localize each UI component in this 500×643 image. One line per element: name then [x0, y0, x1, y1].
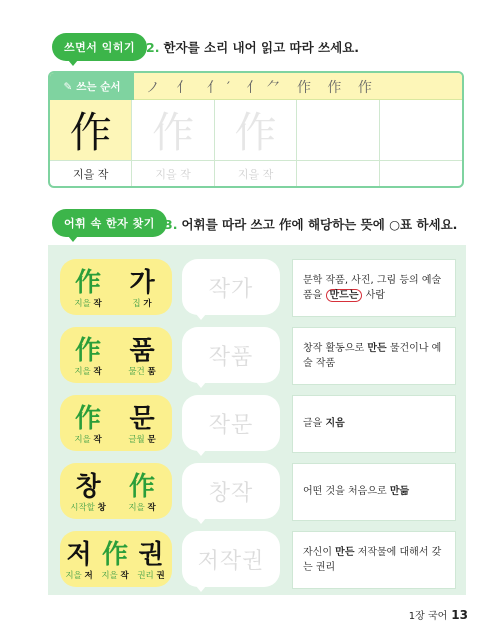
hanja-card	[60, 531, 172, 587]
meaning-keyword[interactable]: 만든	[335, 546, 355, 558]
trace-word-box[interactable]: 작품	[182, 327, 280, 383]
trace-word-box[interactable]: 창작	[182, 463, 280, 519]
hanja-right-reading: 물건 품	[128, 367, 156, 377]
hanja-right: 품	[129, 336, 155, 366]
hanja-first: 저	[66, 540, 92, 570]
hanja-middle: 作	[101, 540, 128, 570]
meaning-keyword[interactable]: 만듦	[389, 486, 410, 498]
model-char-cell: 作	[50, 100, 132, 160]
reading-labels	[50, 160, 462, 186]
stroke-order-tab	[50, 73, 134, 100]
hanja-right: 가	[129, 268, 155, 298]
hanja-left: 作	[74, 268, 101, 298]
hanja-card	[60, 463, 172, 519]
circled-answer[interactable]: 만드는	[326, 289, 363, 302]
vocab-row	[48, 389, 466, 453]
hanja-left-reading: 지을 작	[74, 435, 102, 445]
vocab-row	[48, 253, 466, 317]
blank-label-cell	[297, 161, 379, 186]
hanja-left-reading: 지을 작	[74, 299, 102, 309]
hanja-middle-reading: 지을 작	[101, 571, 129, 581]
instruction-2	[146, 38, 359, 56]
meaning-box: 자신이 만든 저작물에 대해서 갖는 권리	[292, 531, 456, 589]
hanja-card	[60, 259, 172, 315]
meaning-box: 글을 지음	[292, 395, 456, 453]
reading-label: 지을 작	[50, 161, 132, 186]
instruction-text: 한자를 소리 내어 읽고 따라 쓰세요.	[163, 40, 360, 55]
vocab-row	[48, 457, 466, 521]
instruction-text: 어휘를 따라 쓰고 作에 해당하는 뜻에 ○표 하세요.	[181, 217, 458, 232]
blank-label-cell	[380, 161, 462, 186]
section-pill-vocab: 어휘 속 한자 찾기	[52, 209, 167, 237]
page-number: 13	[451, 608, 468, 622]
trace-word-box[interactable]: 작문	[182, 395, 280, 451]
hanja-right-reading: 지을 작	[128, 503, 156, 513]
hanja-left: 作	[74, 336, 101, 366]
hanja-card	[60, 327, 172, 383]
page-footer	[409, 607, 468, 622]
stroke-order-label: 쓰는 순서	[76, 81, 121, 93]
trace-char-cell[interactable]: 作	[132, 100, 214, 160]
vocab-panel	[48, 245, 466, 595]
instruction-number: 2.	[146, 40, 160, 55]
hanja-last-reading: 권리 권	[137, 571, 165, 581]
chapter-label: 1장 국어	[408, 611, 448, 622]
writing-cells	[50, 100, 462, 160]
hanja-last: 권	[138, 540, 164, 570]
blank-writing-cell[interactable]	[297, 100, 379, 160]
hanja-right-reading: 글월 문	[128, 435, 156, 445]
meaning-keyword[interactable]: 만든	[367, 342, 387, 354]
instruction-3	[164, 215, 457, 233]
blank-writing-cell[interactable]	[380, 100, 462, 160]
hanja-left-reading: 지을 작	[74, 367, 102, 377]
trace-word-box[interactable]: 작가	[182, 259, 280, 315]
writing-grid	[48, 71, 464, 188]
vocab-row	[48, 525, 466, 589]
hanja-right: 문	[129, 404, 155, 434]
reading-trace-label: 지을 작	[215, 161, 297, 186]
stroke-order-sequence: ノ 亻 亻′ 亻⺈ 作 作 作	[146, 80, 378, 96]
section-pill-practice: 쓰면서 익히기	[52, 33, 147, 61]
hanja-right-reading: 집 가	[132, 299, 152, 309]
instruction-number: 3.	[164, 217, 178, 232]
trace-char-cell[interactable]: 作	[215, 100, 297, 160]
hanja-right: 作	[128, 472, 155, 502]
hanja-left-reading: 시작할 창	[70, 503, 106, 513]
meaning-box: 어떤 것을 처음으로 만듦	[292, 463, 456, 521]
hanja-left: 作	[74, 404, 101, 434]
hanja-left: 창	[75, 472, 101, 502]
meaning-box: 문학 작품, 사진, 그림 등의 예술품을 만드는 사람	[292, 259, 456, 317]
vocab-row	[48, 321, 466, 385]
pencil-icon: ✎	[63, 80, 73, 93]
meaning-keyword[interactable]: 지음	[325, 418, 345, 430]
stroke-order-row	[50, 73, 462, 100]
meaning-box: 창작 활동으로 만든 물건이나 예술 작품	[292, 327, 456, 385]
hanja-first-reading: 지을 저	[65, 571, 93, 581]
hanja-card	[60, 395, 172, 451]
reading-trace-label: 지을 작	[132, 161, 214, 186]
trace-word-box[interactable]: 저작권	[182, 531, 280, 587]
